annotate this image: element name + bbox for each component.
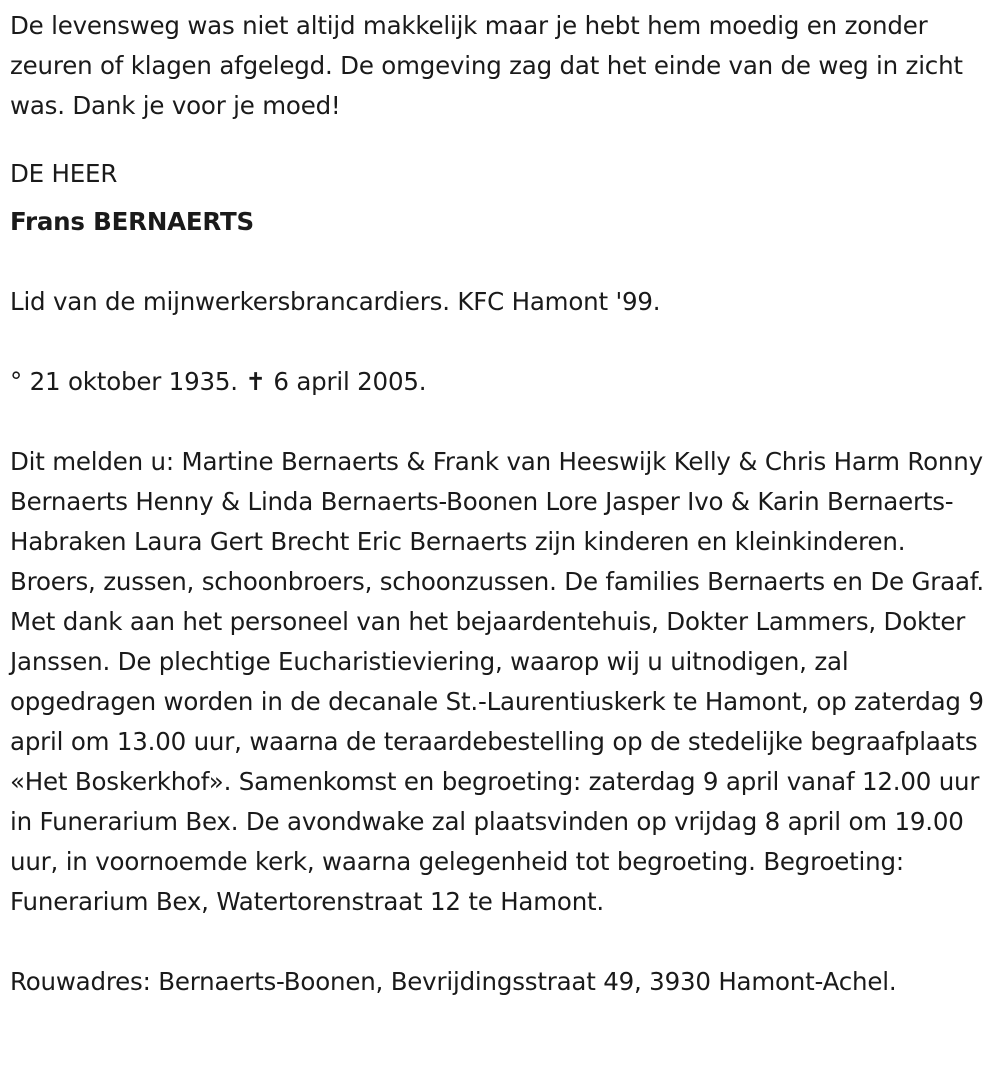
announcement-text: Dit melden u: Martine Bernaerts & Frank van Heeswijk Kelly & Chris Harm Ronny Bernaerts Henny & Linda Bernaerts-Boonen Lore Jasper Ivo & Karin Bernaerts-Habraken Laura Gert Brecht Eric Bernaerts zijn kinderen en kleinkinderen. Broers, zussen, schoonbroers, schoonzussen. De families Bernaerts en De Graaf. Met dank aan het personeel van het bejaardentehuis, Dokter Lammers, Dokter Janssen. De plechtige Eucharistieviering, waarop wij u uitnodigen, zal opgedragen worden in de decanale St.-Laurentiuskerk te Hamont, op zaterdag 9 april om 13.00 uur, waarna de teraardebestelling op de stedelijke begraafplaats «Het Boskerkhof». Samenkomst en begroeting: zaterdag 9 april vanaf 12.00 uur in Funerarium Bex. De avondwake zal plaatsvinden op vrijdag 8 april om 19.00 uur, in voornoemde kerk, waarna gelegenheid tot begroeting. Begroeting: Funerarium Bex, Watertorenstraat 12 te Hamont. xyxy=(10,447,984,916)
obituary-notice xyxy=(10,6,992,1002)
mourning-address: Rouwadres: Bernaerts-Boonen, Bevrijdingsstraat 49, 3930 Hamont-Achel. xyxy=(10,967,897,996)
intro-text: De levensweg was niet altijd makkelijk maar je hebt hem moedig en zonder zeuren of klagen afgelegd. De omgeving zag dat het einde van de weg in zicht was. Dank je voor je moed! xyxy=(10,11,963,120)
birth-symbol: ° xyxy=(10,367,23,396)
cross-icon: ✝ xyxy=(245,367,266,396)
honorific-title: DE HEER xyxy=(10,159,118,188)
birth-date: 21 oktober 1935. xyxy=(29,367,238,396)
death-date: 6 april 2005. xyxy=(273,367,427,396)
membership-text: Lid van de mijnwerkersbrancardiers. KFC Hamont '99. xyxy=(10,287,661,316)
deceased-name: Frans BERNAERTS xyxy=(10,207,254,236)
life-dates xyxy=(10,362,992,402)
